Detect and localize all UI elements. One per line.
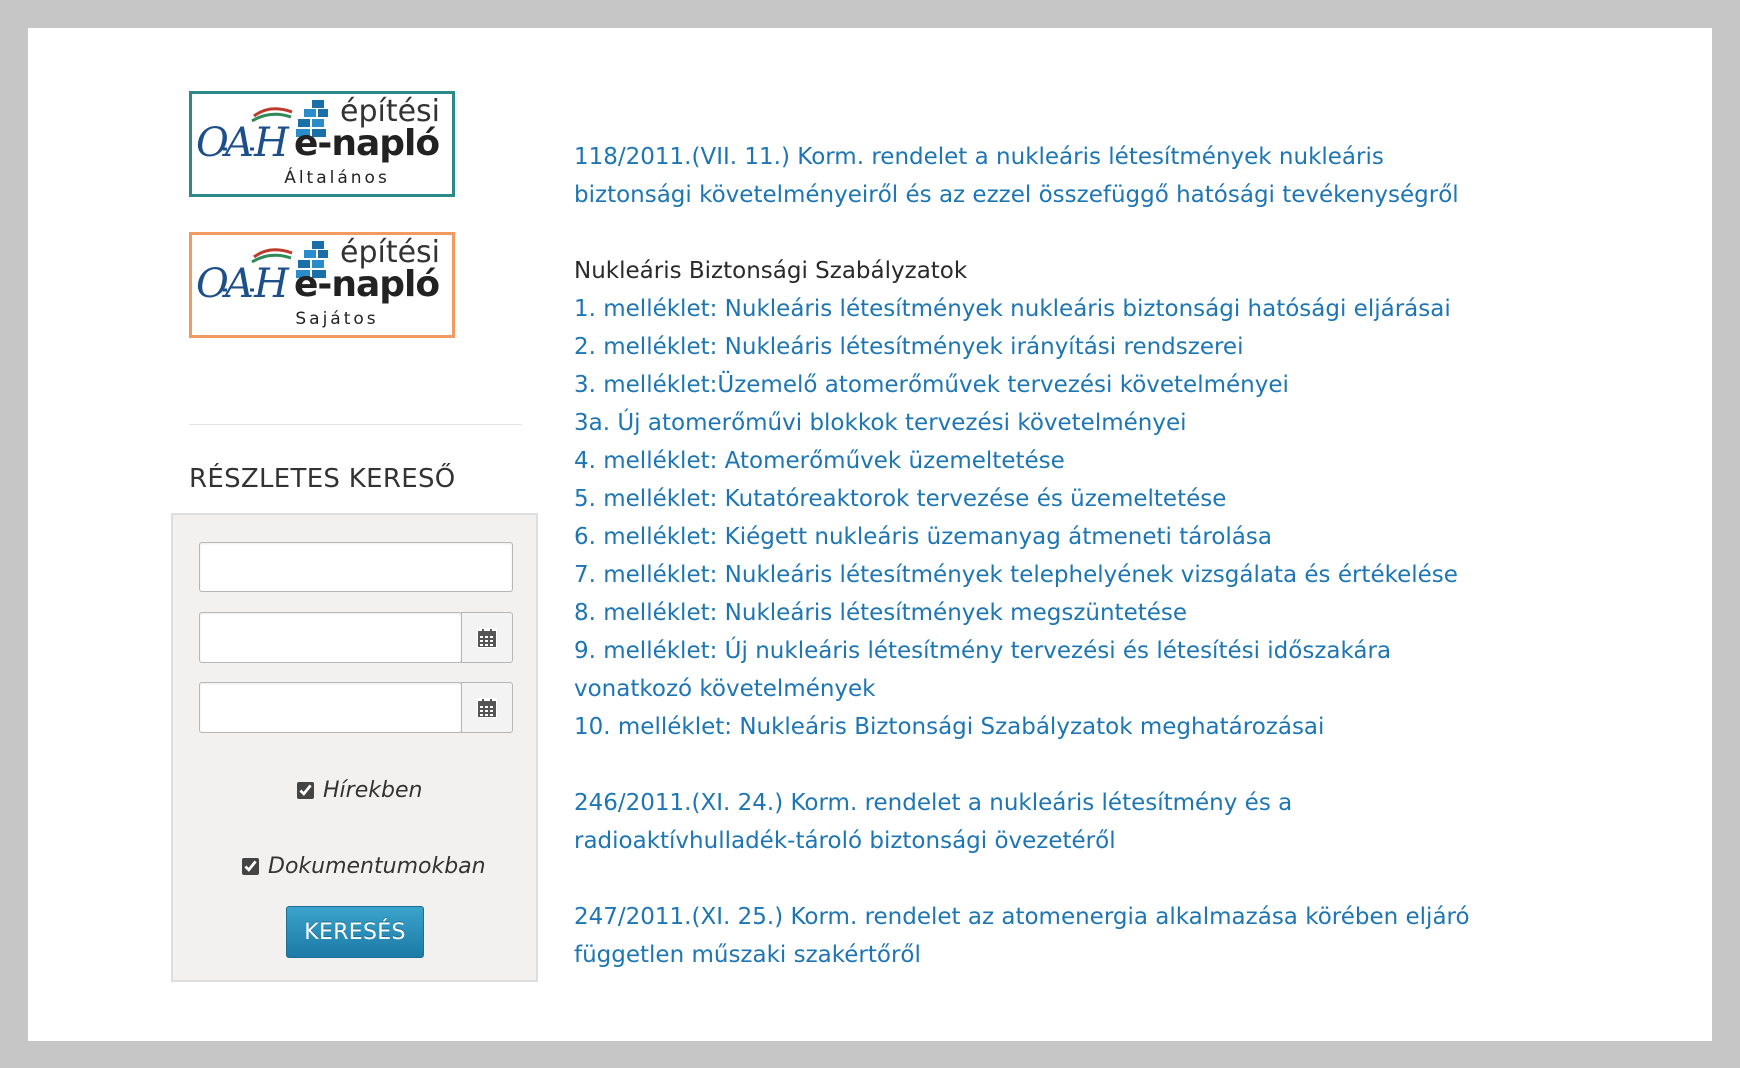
annex-4-link[interactable]: 4. melléklet: Atomerőművek üzemeltetése xyxy=(574,448,1065,474)
svg-text:A: A xyxy=(225,120,254,166)
news-checkbox-label: Hírekben xyxy=(323,778,423,803)
page xyxy=(28,28,1712,1041)
annex-3-link[interactable]: 3. melléklet:Üzemelő atomerőművek tervezési követelményei xyxy=(574,372,1289,398)
spacer xyxy=(574,214,1474,252)
svg-text:O: O xyxy=(196,120,229,166)
nbsz-heading: Nukleáris Biztonsági Szabályzatok xyxy=(574,258,968,284)
annex-10-link[interactable]: 10. melléklet: Nukleáris Biztonsági Szabályzatok meghatározásai xyxy=(574,714,1325,740)
svg-text:H: H xyxy=(254,120,289,166)
decree-246-link[interactable]: 246/2011.(XI. 24.) Korm. rendelet a nukleáris létesítmény és a radioaktívhulladék-tároló biztonsági övezetéről xyxy=(574,790,1293,854)
date-from-calendar-button[interactable] xyxy=(461,612,513,663)
logo-word-epitesi: építési xyxy=(340,235,441,270)
annex-1-link[interactable]: 1. melléklet: Nukleáris létesítmények nukleáris biztonsági hatósági eljárásai xyxy=(574,296,1451,322)
docs-checkbox-label: Dokumentumokban xyxy=(268,854,486,879)
detailed-search-form xyxy=(171,513,538,982)
svg-text:O: O xyxy=(196,261,229,307)
detailed-search-title: RÉSZLETES KERESŐ xyxy=(189,464,456,494)
date-from-input[interactable] xyxy=(199,612,462,663)
decree-118-link[interactable]: 118/2011.(VII. 11.) Korm. rendelet a nukleáris létesítmények nukleáris biztonsági követelményeiről és az ezzel összefüggő hatósági tevékenységről xyxy=(574,144,1459,208)
date-to-calendar-button[interactable] xyxy=(461,682,513,733)
docs-checkbox-row xyxy=(242,854,486,879)
annex-2-link[interactable]: 2. melléklet: Nukleáris létesítmények irányítási rendszerei xyxy=(574,334,1244,360)
date-to-group xyxy=(199,682,513,733)
svg-text:A: A xyxy=(225,261,254,307)
news-checkbox[interactable] xyxy=(297,782,314,799)
annex-8-link[interactable]: 8. melléklet: Nukleáris létesítmények megszüntetése xyxy=(574,600,1188,626)
calendar-icon xyxy=(477,698,497,718)
date-from-group xyxy=(199,612,513,663)
search-submit-button[interactable]: KERESÉS xyxy=(286,906,424,958)
logo-word-epitesi: építési xyxy=(340,94,441,129)
annex-5-link[interactable]: 5. melléklet: Kutatóreaktorok tervezése és üzemeltetése xyxy=(574,486,1227,512)
logo-subtitle-general: Általános xyxy=(284,168,390,188)
search-input[interactable] xyxy=(199,542,513,592)
svg-text:H: H xyxy=(254,261,289,307)
annex-6-link[interactable]: 6. melléklet: Kiégett nukleáris üzemanyag átmeneti tárolása xyxy=(574,524,1272,550)
calendar-icon xyxy=(477,628,497,648)
logo-subtitle-own: Sajátos xyxy=(295,309,379,329)
logo-word-enaplo: e-napló xyxy=(294,264,440,305)
annex-3a-link[interactable]: 3a. Új atomerőművi blokkok tervezési követelményei xyxy=(574,410,1187,436)
spacer xyxy=(574,746,1474,784)
annex-7-link[interactable]: 7. melléklet: Nukleáris létesítmények telephelyének vizsgálata és értékelése xyxy=(574,562,1458,588)
news-checkbox-row xyxy=(297,778,422,803)
e-naplo-own-logo[interactable] xyxy=(189,232,455,338)
annex-9-link[interactable]: 9. melléklet: Új nukleáris létesítmény tervezési és létesítési időszakára vonatkozó követelmények xyxy=(574,638,1392,702)
e-naplo-general-logo[interactable] xyxy=(189,91,455,197)
date-to-input[interactable] xyxy=(199,682,462,733)
logo-word-enaplo: e-napló xyxy=(294,123,440,164)
spacer xyxy=(574,860,1474,898)
sidebar-divider xyxy=(189,424,522,425)
docs-checkbox[interactable] xyxy=(242,858,259,875)
main-content xyxy=(574,138,1474,974)
decree-247-link[interactable]: 247/2011.(XI. 25.) Korm. rendelet az atomenergia alkalmazása körében eljáró független műszaki szakértőről xyxy=(574,904,1470,968)
